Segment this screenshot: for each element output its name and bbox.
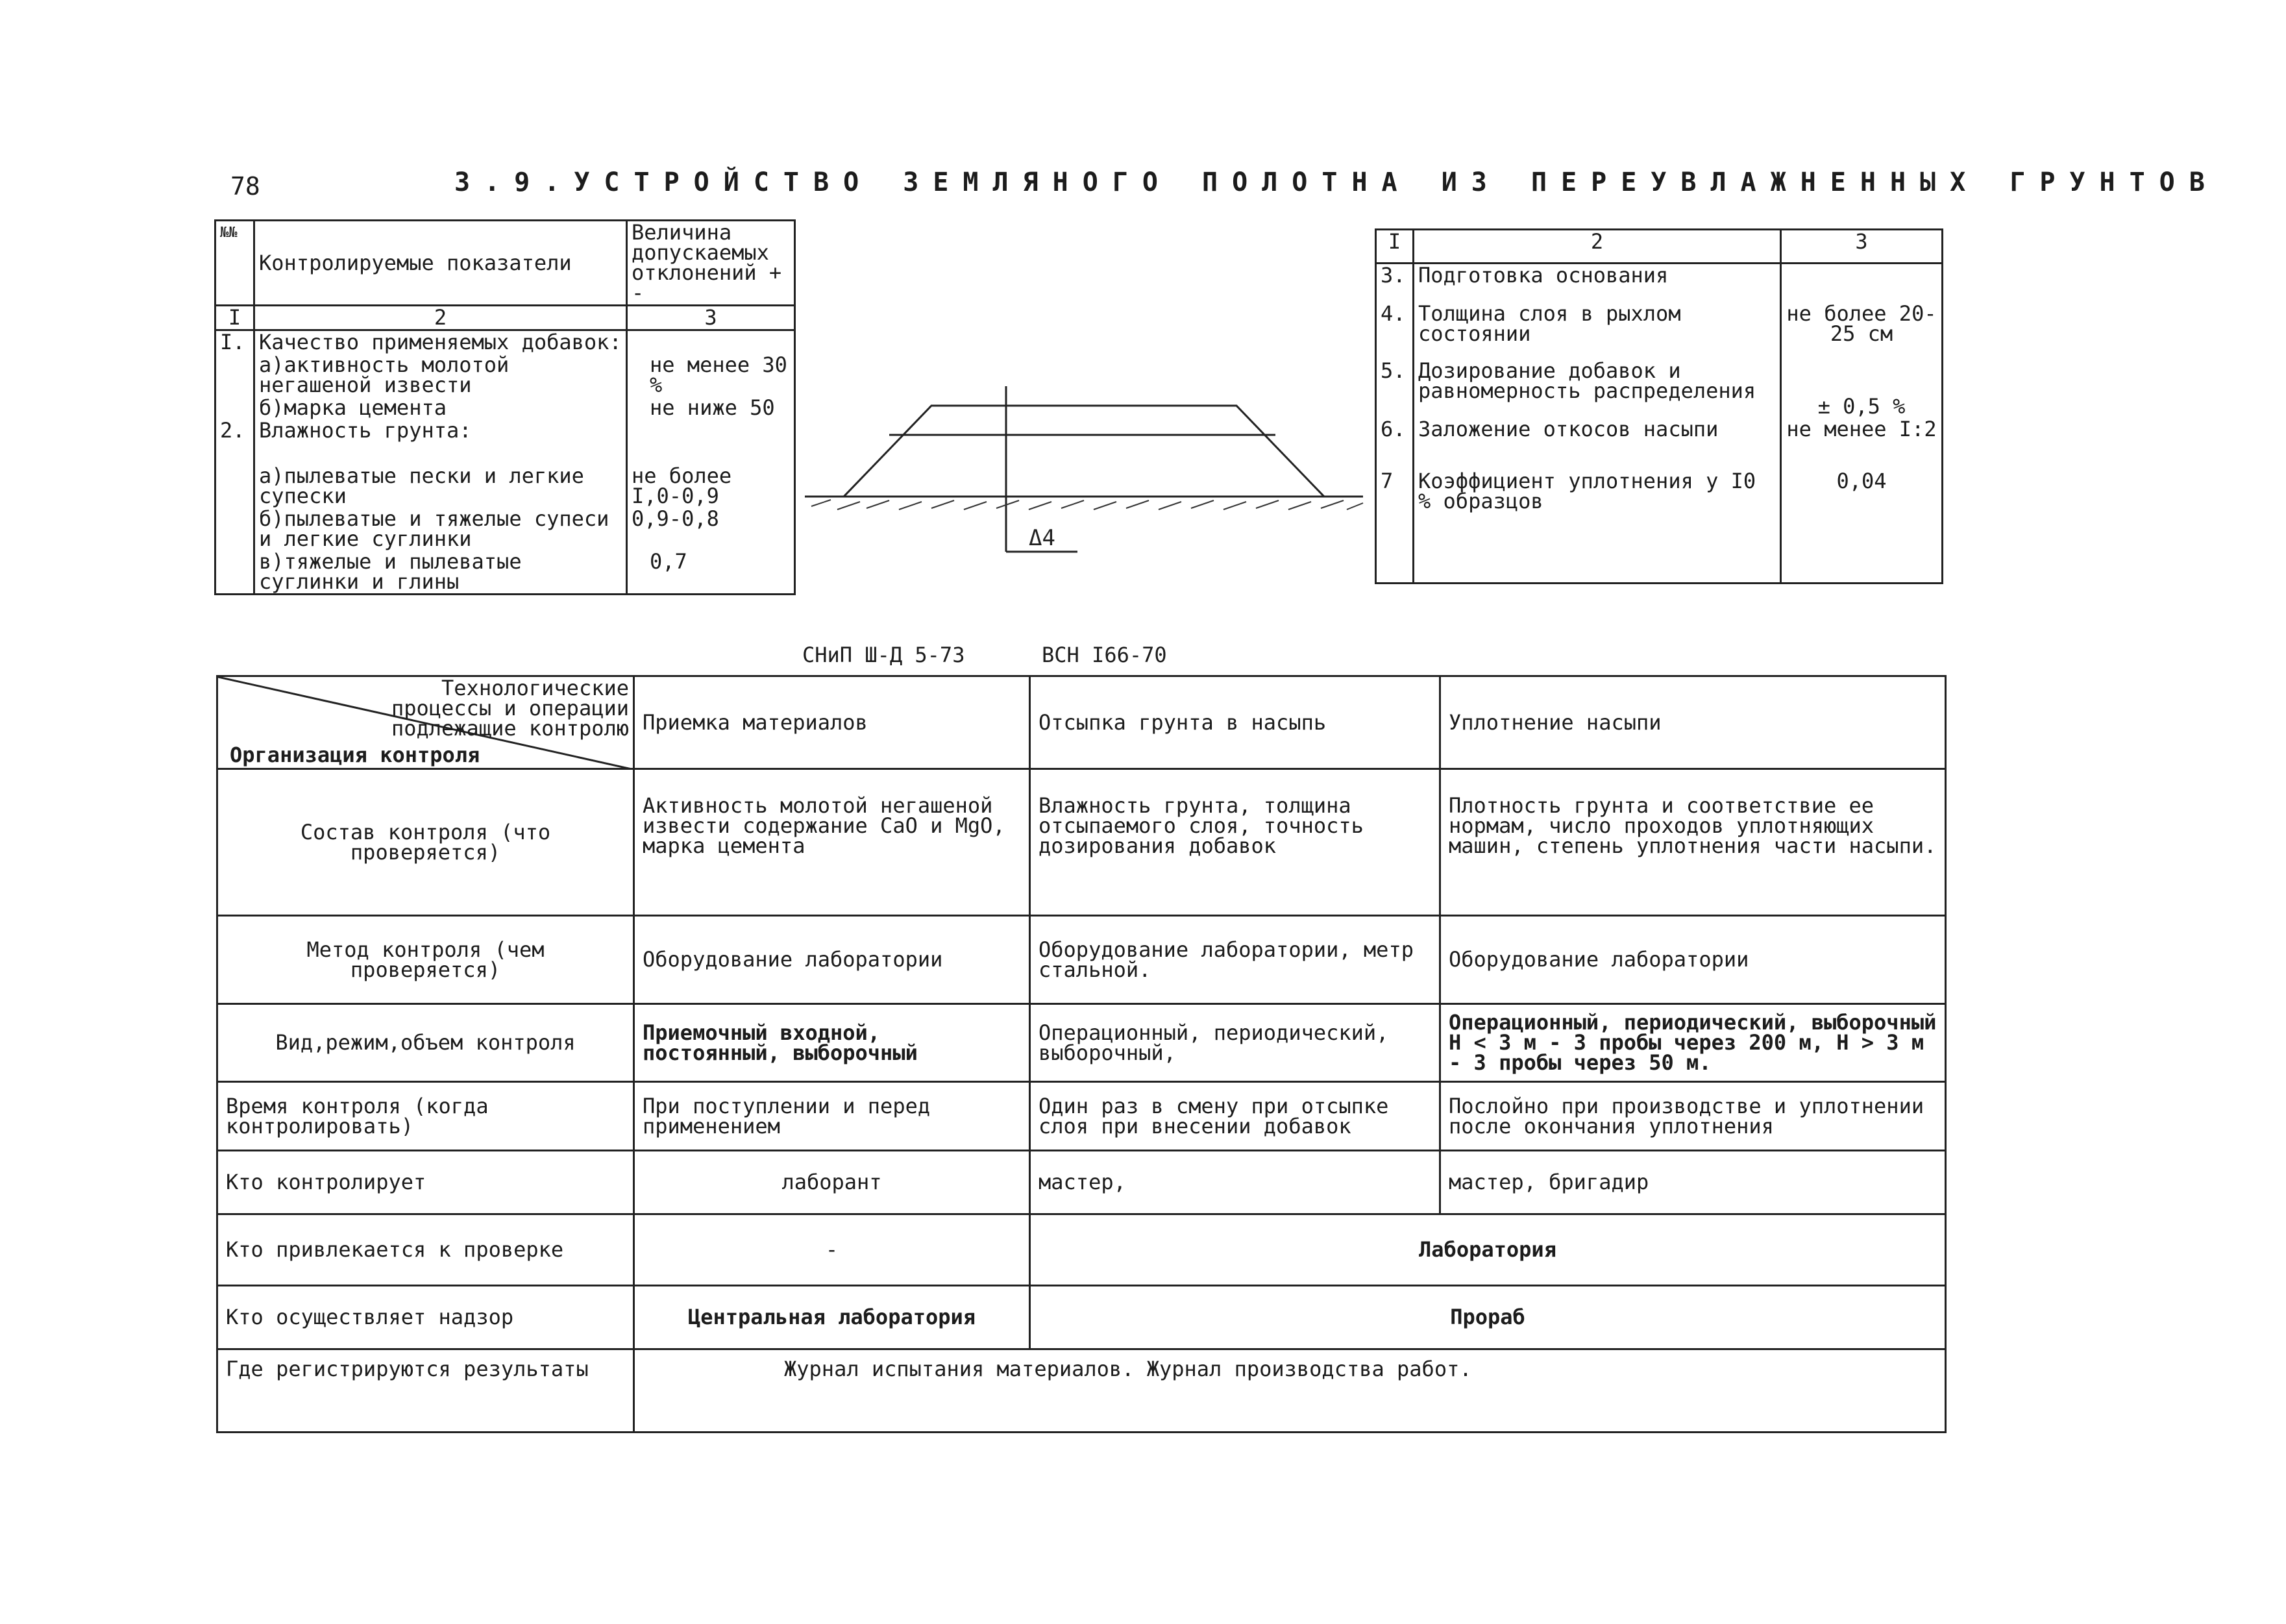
merged-cell: Лаборатория (1030, 1214, 1946, 1286)
cell: Оборудование лаборатории, метр стальной. (1030, 916, 1440, 1004)
row-value: 0,9-0,8 (627, 508, 795, 550)
column-header: Приемка материалов (634, 676, 1030, 769)
row-text: Влажность грунта: (254, 419, 627, 465)
cell: При поступлении и перед применением (634, 1082, 1030, 1151)
row-num: I. (215, 330, 254, 354)
row-num: 2. (215, 419, 254, 465)
row-label: Время контроля (когда контролировать) (217, 1082, 634, 1151)
corner-top-text: Технологические процессы и операции подлежащие контролю (391, 676, 629, 741)
row-label: Вид,режим,объем контроля (217, 1004, 634, 1082)
corner-header (217, 676, 634, 769)
row-num (215, 550, 254, 595)
row-value: ± 0,5 % (1781, 360, 1943, 418)
row-num: 4. (1376, 302, 1414, 360)
right-table (1375, 228, 1943, 584)
row-num: 3. (1376, 264, 1414, 302)
column-header: Отсыпка грунта в насыпь (1030, 676, 1440, 769)
row-value: 0,7 (627, 550, 795, 595)
row-text: Толщина слоя в рыхлом состоянии (1414, 302, 1781, 360)
page-number: 78 (230, 172, 260, 201)
control-table (216, 675, 1947, 1433)
cell: Операционный, периодический, выборочный Н < 3 м - 3 пробы через 200 м, Н > 3 м - 3 пробы через 50 м. (1440, 1004, 1946, 1082)
corner-bottom-text: Организация контроля (230, 743, 480, 767)
cell: - (634, 1214, 1030, 1286)
row-text: Подготовка основания (1414, 264, 1781, 302)
row-label: Кто контролирует (217, 1151, 634, 1214)
row-value: не более I,0-0,9 (627, 465, 795, 508)
col-number: I (1376, 230, 1414, 264)
row-value: не более 20-25 см (1781, 302, 1943, 360)
row-label: Где регистрируются результаты (217, 1349, 634, 1433)
row-text: Заложение откосов насыпи (1414, 418, 1781, 470)
left-table (214, 219, 796, 595)
embankment-diagram (805, 380, 1376, 555)
row-text: а)пылеватые пески и легкие супески (254, 465, 627, 508)
reference-snip: СНиП Ш-Д 5-73 (802, 643, 965, 667)
row-label: Кто осуществляет надзор (217, 1286, 634, 1349)
cell: Оборудование лаборатории (1440, 916, 1946, 1004)
cell: Приемочный входной, постоянный, выборочный (634, 1004, 1030, 1082)
col-number: 3 (1781, 230, 1943, 264)
cell: Активность молотой негашеной извести содержание CaO и MgO, марка цемента (634, 769, 1030, 916)
col-number: I (215, 306, 254, 330)
cell: Послойно при производстве и уплотнении после окончания уплотнения (1440, 1082, 1946, 1151)
row-value (1781, 264, 1943, 302)
cell: Центральная лаборатория (634, 1286, 1030, 1349)
cell: Один раз в смену при отсыпке слоя при внесении добавок (1030, 1082, 1440, 1151)
row-label: Кто привлекается к проверке (217, 1214, 634, 1286)
row-value: не менее I:2 (1781, 418, 1943, 470)
row-value: не менее 30 % (627, 354, 795, 397)
diagram-label: Δ4 (1029, 525, 1055, 551)
row-num (215, 354, 254, 397)
col-number: 3 (627, 306, 795, 330)
cell: мастер, бригадир (1440, 1151, 1946, 1214)
row-num (215, 465, 254, 508)
row-text: б)пылеватые и тяжелые супеси и легкие суглинки (254, 508, 627, 550)
reference-vsn: ВСН I66-70 (1041, 643, 1167, 667)
header-indicators: Контролируемые показатели (254, 221, 627, 306)
cell: Оборудование лаборатории (634, 916, 1030, 1004)
row-text: Качество применяемых добавок: (254, 330, 627, 354)
row-value (627, 419, 795, 465)
col-number: 2 (254, 306, 627, 330)
cell: мастер, (1030, 1151, 1440, 1214)
cell: Влажность грунта, толщина отсыпаемого слоя, точность дозирования добавок (1030, 769, 1440, 916)
row-value (627, 330, 795, 354)
merged-cell: Прораб (1030, 1286, 1946, 1349)
row-num: 7 (1376, 470, 1414, 584)
row-value: 0,04 (1781, 470, 1943, 584)
cell: лаборант (634, 1151, 1030, 1214)
col-number: 2 (1414, 230, 1781, 264)
row-text: б)марка цемента (254, 397, 627, 419)
row-num: 5. (1376, 360, 1414, 418)
header-deviation: Величина допускаемых отклонений + - (627, 221, 795, 306)
row-value: не ниже 50 (627, 397, 795, 419)
row-label: Метод контроля (чем проверяется) (217, 916, 634, 1004)
references (802, 643, 1167, 667)
header-num: №№ (215, 221, 254, 306)
merged-cell: Журнал испытания материалов. Журнал производства работ. (634, 1349, 1946, 1433)
cell: Плотность грунта и соответствие ее нормам, число проходов уплотняющих машин, степень уплотнения части насыпи. (1440, 769, 1946, 916)
row-text: Коэффициент уплотнения у I0 % образцов (1414, 470, 1781, 584)
row-text: а)активность молотой негашеной извести (254, 354, 627, 397)
row-text: в)тяжелые и пылеватые суглинки и глины (254, 550, 627, 595)
cell: Операционный, периодический, выборочный, (1030, 1004, 1440, 1082)
page-title: 3.9.УСТРОЙСТВО ЗЕМЛЯНОГО ПОЛОТНА ИЗ ПЕРЕУВЛАЖНЕННЫХ ГРУНТОВ (454, 167, 2219, 197)
row-text: Дозирование добавок и равномерность распределения (1414, 360, 1781, 418)
row-num (215, 397, 254, 419)
row-label: Состав контроля (что проверяется) (217, 769, 634, 916)
row-num (215, 508, 254, 550)
row-num: 6. (1376, 418, 1414, 470)
column-header: Уплотнение насыпи (1440, 676, 1946, 769)
